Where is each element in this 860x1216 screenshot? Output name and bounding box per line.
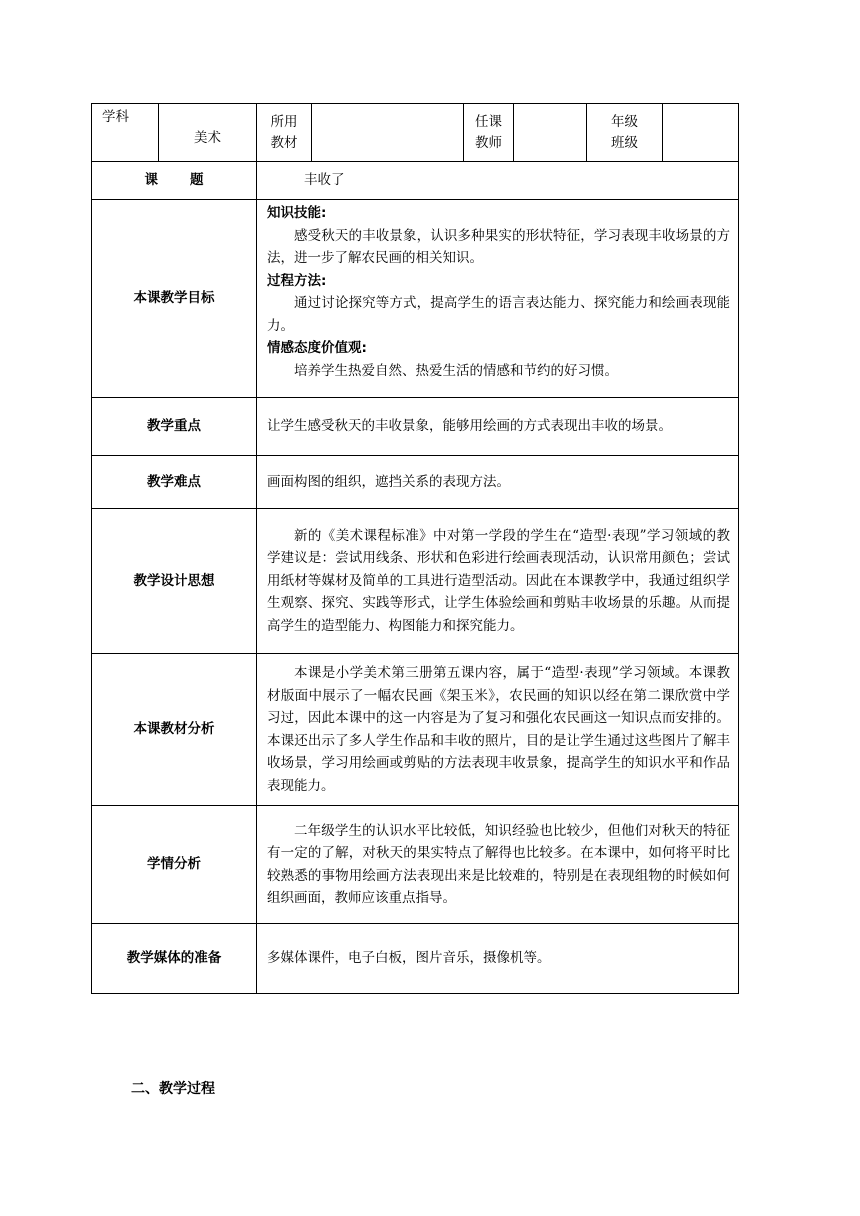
key-point-row: [92, 398, 739, 456]
design-row: [92, 509, 739, 654]
subject-value: 美术: [194, 130, 221, 146]
grade-label-line1: 年级: [611, 113, 638, 130]
teacher-label-cell: [464, 104, 514, 162]
emotion-text: 培养学生热爱自然、热爱生活的情感和节约的好习惯。: [294, 362, 618, 379]
grade-value-cell: [663, 104, 739, 162]
media-text: 多媒体课件，电子白板，图片音乐，摄像机等。: [257, 924, 739, 994]
emotion-heading: 情感态度价值观:: [267, 340, 367, 356]
topic-value: 丰收了: [304, 172, 345, 189]
textbook-value-cell: [312, 104, 464, 162]
media-label: 教学媒体的准备: [92, 924, 257, 994]
key-point-label: 教学重点: [92, 398, 257, 456]
topic-label-cell: [92, 162, 257, 200]
grade-label-cell: [587, 104, 663, 162]
subject-label-cell: [92, 104, 159, 162]
subject-label: 学科: [102, 109, 129, 125]
material-text: 本课是小学美术第三册第五课内容，属于“造型·表现”学习领域。本课教材版面中展示了一幅农民画《架玉米》，农民画的知识以经在第二课欣赏中学习过，因此本课中的这一内容是为了复习和强化农民画这一知识点而安排的。本课还出示了多人学生作品和丰收的照片，目的是让学生通过这些图片了解丰收场景，学习用绘画或剪贴的方法表现丰收景象，提高学生的知识水平和作品表现能力。: [257, 654, 739, 806]
objectives-row: [92, 200, 739, 398]
topic-label-char2: 题: [190, 172, 204, 189]
lesson-plan-table: [91, 103, 739, 994]
students-row: [92, 806, 739, 924]
process-text: 通过讨论探究等方式，提高学生的语言表达能力、探究能力和绘画表现能力。: [267, 295, 730, 334]
topic-value-cell: [257, 162, 739, 200]
grade-label-line2: 班级: [611, 134, 638, 151]
textbook-label-line2: 教材: [270, 134, 298, 151]
topic-label-char1: 课: [144, 172, 158, 189]
media-row: [92, 924, 739, 994]
knowledge-text: 感受秋天的丰收景象，认识多种果实的形状特征，学习表现丰收场景的方法，进一步了解农民画的相关知识。: [267, 227, 730, 266]
key-point-text: 让学生感受秋天的丰收景象，能够用绘画的方式表现出丰收的场景。: [257, 398, 739, 456]
lesson-plan-sheet: [91, 103, 738, 994]
difficulty-row: [92, 456, 739, 509]
header-row: [92, 104, 739, 162]
students-label: 学情分析: [92, 806, 257, 924]
material-row: [92, 654, 739, 806]
objectives-label: 本课教学目标: [92, 200, 257, 398]
difficulty-text: 画面构图的组织，遮挡关系的表现方法。: [257, 456, 739, 509]
textbook-label-line1: 所用: [270, 113, 298, 130]
teacher-value-cell: [514, 104, 587, 162]
teacher-label-line1: 任课: [475, 113, 502, 130]
knowledge-heading: 知识技能:: [267, 205, 327, 221]
students-text: 二年级学生的认识水平比较低，知识经验也比较少，但他们对秋天的特征有一定的了解，对秋天的果实特点了解得也比较多。在本课中，如何将平时比较熟悉的事物用绘画方法表现出来是比较难的，特别是在表现组物的时候如何组织画面，教师应该重点指导。: [257, 806, 739, 924]
process-heading: 过程方法:: [267, 272, 327, 289]
material-label: 本课教材分析: [92, 654, 257, 806]
textbook-label-cell: [257, 104, 312, 162]
subject-value-cell: [159, 104, 257, 162]
difficulty-label: 教学难点: [92, 456, 257, 509]
section-title: 二、教学过程: [131, 1081, 215, 1097]
design-label: 教学设计思想: [92, 509, 257, 654]
design-text: 新的《美术课程标准》中对第一学段的学生在“造型·表现”学习领域的教学建议是：尝试用线条、形状和色彩进行绘画表现活动，认识常用颜色；尝试用纸材等媒材及简单的工具进行造型活动。因此在本课教学中，我通过组织学生观察、探究、实践等形式，让学生体验绘画和剪贴丰收场景的乐趣。从而提高学生的造型能力、构图能力和探究能力。: [257, 509, 739, 654]
teacher-label-line2: 教师: [475, 134, 502, 151]
objectives-body: [257, 200, 739, 398]
topic-row: [92, 162, 739, 200]
